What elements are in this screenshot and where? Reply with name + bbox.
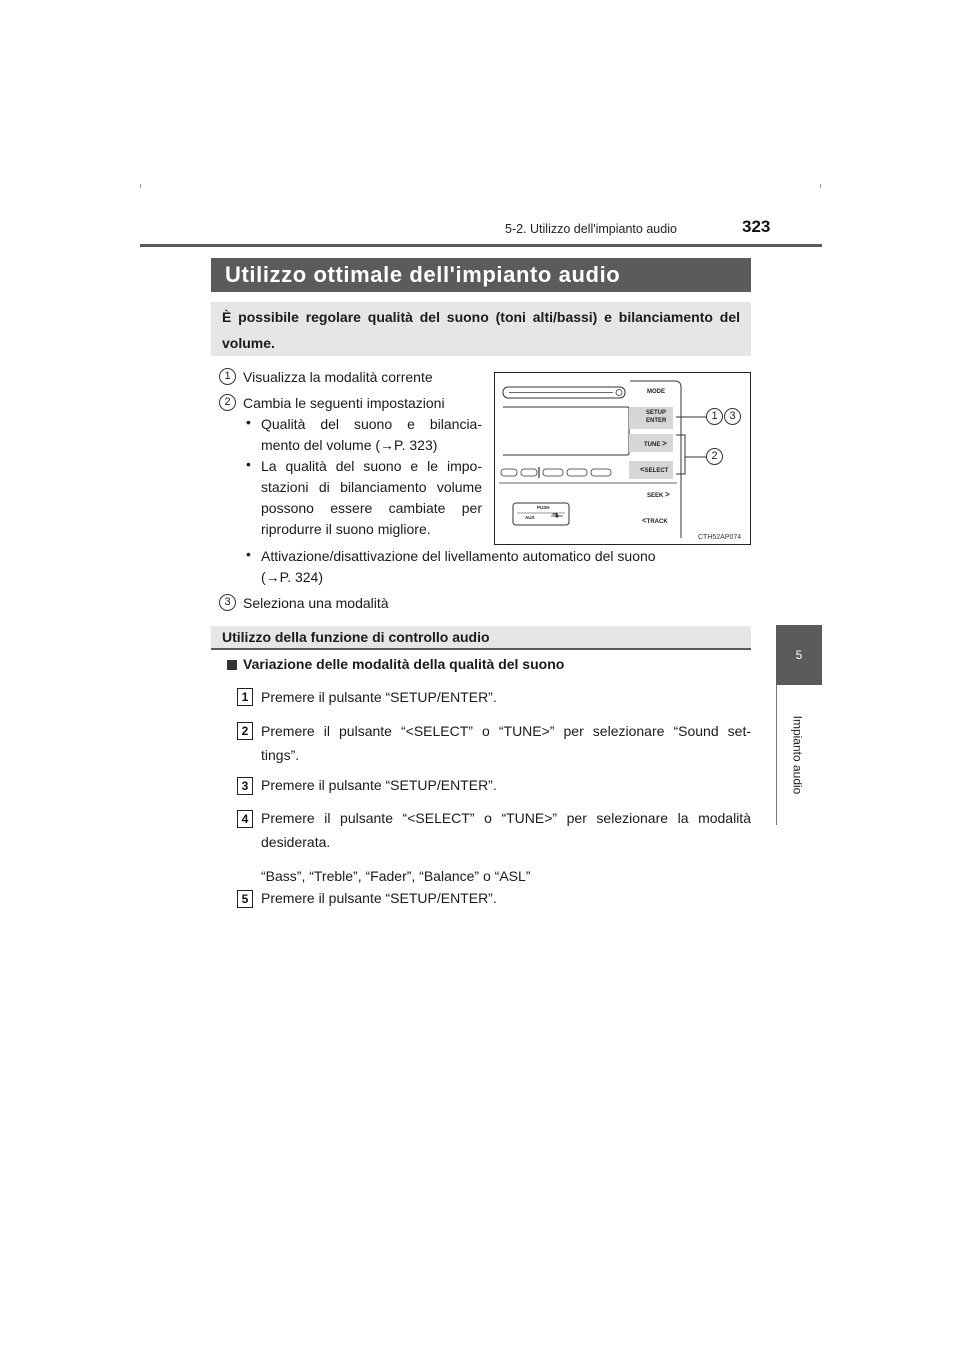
step-number-4: 4: [237, 810, 253, 828]
setup-label: SETUP: [646, 410, 667, 416]
chapter-number: 5: [795, 648, 803, 662]
step-text-5: Premere il pulsante “SETUP/ENTER”.: [261, 890, 497, 906]
chapter-label: Impianto audio: [790, 715, 805, 795]
track-label: <TRACK: [642, 516, 668, 525]
select-label: <SELECT: [640, 465, 669, 474]
callout-number-2: 2: [219, 394, 236, 411]
seek-label: SEEK >: [647, 490, 670, 499]
callout-text-3: Seleziona una modalità: [243, 595, 389, 611]
push-label: PUSH: [537, 505, 550, 510]
page-number: 323: [742, 217, 771, 236]
step-text-3: Premere il pulsante “SETUP/ENTER”.: [261, 777, 497, 793]
page-title: Utilizzo ottimale dell'impianto audio: [211, 258, 751, 292]
mode-label: MODE: [647, 389, 665, 395]
step-text-4: Premere il pulsante “<SELECT” o “TUNE>” per selezionare la modalità desiderata. “Bass”, “Treble”, “Fader”, “Balance” o “ASL”: [261, 806, 751, 888]
crop-mark-left: [140, 184, 141, 188]
intro-box: È possibile regolare qualità del suono (toni alti/bassi) e bilanciamento del volume.: [211, 302, 751, 356]
bullet-dot: •: [246, 414, 251, 430]
header-rule: [140, 244, 822, 247]
figure-callout-1: 1: [706, 408, 723, 425]
bullet-3: Attivazione/disattivazione del livellamento automatico del suono (→P. 324): [261, 548, 656, 585]
section-label: 5-2. Utilizzo dell'impianto audio: [505, 222, 677, 236]
step-number-3: 3: [237, 777, 253, 795]
subsection-title: Variazione delle modalità della qualità del suono: [243, 656, 565, 672]
bullet-1: Qualità del suono e bilancia- mento del volume (→P. 323): [261, 416, 482, 453]
enter-label: ENTER: [646, 418, 667, 424]
figure-callout-3: 3: [724, 408, 741, 425]
aux-label: AUX: [525, 515, 535, 520]
tune-label: TUNE >: [644, 439, 667, 448]
bullet-dot: •: [246, 456, 251, 472]
step-number-2: 2: [237, 722, 253, 740]
callout-number-1: 1: [219, 368, 236, 385]
square-bullet: [227, 660, 237, 670]
subsection-header: Utilizzo della funzione di controllo audio: [211, 626, 751, 650]
callout-number-3: 3: [219, 594, 236, 611]
callout-text-1: Visualizza la modalità corrente: [243, 369, 433, 385]
callout-text-2: Cambia le seguenti impostazioni: [243, 395, 445, 411]
usb-icon: ⇝: [552, 511, 558, 518]
step-number-5: 5: [237, 890, 253, 908]
step-text-1: Premere il pulsante “SETUP/ENTER”.: [261, 689, 497, 705]
step-number-1: 1: [237, 688, 253, 706]
bullet-2: La qualità del suono e le impo- stazioni di bilanciamento volume possono essere cambiate per riprodurre il suono migliore.: [261, 458, 482, 537]
step-4-note: “Bass”, “Treble”, “Fader”, “Balance” o “ASL”: [261, 868, 531, 884]
chapter-tab: [776, 625, 822, 685]
crop-mark-right: [820, 184, 821, 188]
bullet-dot: •: [246, 546, 251, 562]
figure-callout-2: 2: [706, 448, 723, 465]
audio-unit-figure: [494, 372, 751, 545]
step-text-2: Premere il pulsante “<SELECT” o “TUNE>” per selezionare “Sound set- tings”.: [261, 723, 751, 763]
figure-caption: CTH52AP074: [698, 534, 742, 541]
